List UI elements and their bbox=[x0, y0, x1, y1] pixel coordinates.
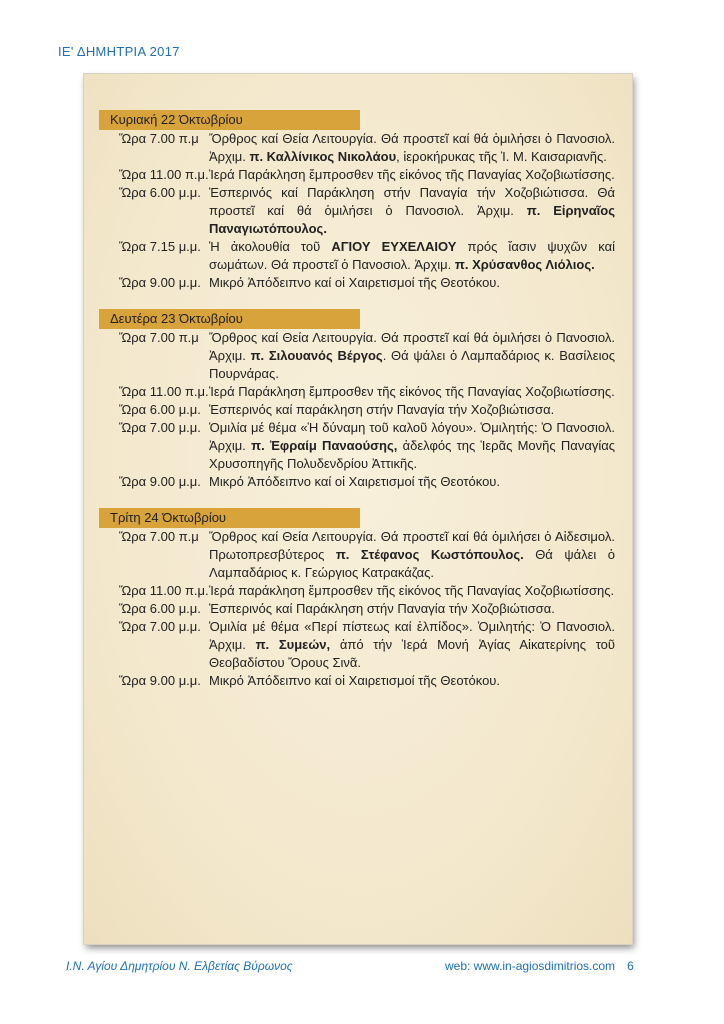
event-description-text: ἀδελφός της Ἱερᾶς Μονῆς Παναγίας Χρυσοπηγῆς Πολυδενδρίου Ἀττικῆς. bbox=[209, 438, 615, 471]
event-row bbox=[99, 672, 619, 690]
footer-info bbox=[445, 959, 634, 973]
event-description bbox=[209, 528, 619, 582]
event-description-text: Ὁμιλία μέ θέμα «Ἡ δύναμη τοῦ καλοῦ λόγου». Ὁμιλητής: Ὁ Πανοσιολ. Ἀρχιμ. bbox=[209, 420, 615, 453]
event-description-text: , ἱεροκήρυκας τῆς Ἱ. Μ. Καισαριανῆς. bbox=[396, 149, 607, 164]
event-row bbox=[99, 528, 619, 582]
event-description bbox=[209, 582, 619, 600]
event-row bbox=[99, 184, 619, 238]
event-description bbox=[209, 600, 619, 618]
event-description-text: Ἡ ἀκολουθία τοῦ bbox=[209, 239, 332, 254]
event-row bbox=[99, 401, 619, 419]
day-section bbox=[99, 309, 619, 491]
document-header-title: ΙΕ' ΔΗΜΗΤΡΙΑ 2017 bbox=[58, 44, 180, 59]
page-number: 6 bbox=[627, 959, 634, 973]
event-time: Ὥρα 7.00 μ.μ. bbox=[119, 420, 201, 435]
event-time: Ὥρα 9.00 μ.μ. bbox=[119, 673, 201, 688]
event-time: Ὥρα 9.00 μ.μ. bbox=[119, 275, 201, 290]
event-description-text: Μικρό Ἀπόδειπνο καί οἱ Χαιρετισμοί τῆς Θεοτόκου. bbox=[209, 275, 501, 290]
event-time: Ὥρα 11.00 π.μ. bbox=[119, 167, 209, 182]
event-description bbox=[209, 419, 619, 473]
event-time: Ὥρα 6.00 μ.μ. bbox=[119, 402, 201, 417]
footer-church-name: Ι.Ν. Αγίου Δημητρίου Ν. Ελβετίας Βύρωνος bbox=[66, 959, 293, 973]
event-description-text: ἀπό τήν Ἱερά Μονή Ἁγίας Αἰκατερίνης τοῦ Θεοβαδίστου Ὄρους Σινᾶ. bbox=[209, 637, 615, 670]
event-row bbox=[99, 329, 619, 383]
event-description-text: Ἱερά παράκληση ἔμπροσθεν τῆς εἰκόνος τῆς Παναγίας Χοζοβιωτίσσης. bbox=[209, 583, 615, 598]
day-header: Κυριακή 22 Όκτωβρίου bbox=[99, 110, 360, 130]
event-description bbox=[209, 130, 619, 166]
event-description-text: Θά ψάλει ὁ Λαμπαδάριος κ. Γεώργιος Κατρακάζας. bbox=[209, 547, 616, 580]
event-description-text: Ἱερά Παράκληση ἔμπροσθεν τῆς εἰκόνος τῆς Παναγίας Χοζοβιωτίσσης. bbox=[209, 384, 615, 399]
event-row bbox=[99, 238, 619, 274]
event-row bbox=[99, 130, 619, 166]
event-description-text: Ἱερά Παράκληση ἔμπροσθεν τῆς εἰκόνος τῆς Παναγίας Χοζοβιωτίσσης. bbox=[209, 167, 615, 182]
event-description bbox=[209, 473, 619, 491]
event-description bbox=[209, 383, 619, 401]
event-description bbox=[209, 329, 619, 383]
event-description-text: Ὄρθρος καί Θεία Λειτουργία. Θά προστεῖ καί θά ὁμιλήσει ὁ Πανοσιολ. Ἀρχιμ. bbox=[209, 131, 615, 164]
event-description-bold: π. Εἰρηναῖος Παναγιωτόπουλος. bbox=[209, 203, 615, 236]
event-description-bold: π. Σιλουανός Βέργος bbox=[250, 348, 383, 363]
day-header: Τρίτη 24 Όκτωβρίου bbox=[99, 508, 360, 528]
event-description-text: Ὄρθρος καί Θεία Λειτουργία. Θά προστεῖ καί θά ὁμιλήσει ὁ Πανοσιολ. Ἀρχιμ. bbox=[209, 330, 615, 363]
event-description-text: . Θά ψάλει ὁ Λαμπαδάριος κ. Βασίλειος Πουρνάρας. bbox=[209, 348, 615, 381]
event-description-text: Μικρό Ἀπόδειπνο καί οἱ Χαιρετισμοί τῆς Θεοτόκου. bbox=[209, 474, 501, 489]
event-description-text: πρός ἴασιν ψυχῶν καί σωμάτων. Θά προστεῖ ὁ Πανοσιολ. Ἀρχιμ. bbox=[209, 239, 615, 272]
event-description-bold: π. Χρύσανθος Λιόλιος. bbox=[454, 257, 595, 272]
event-row bbox=[99, 419, 619, 473]
event-description-text: Ἑσπερινός καί Παράκληση στήν Παναγία τήν Χοζοβιώτισσα. bbox=[209, 601, 555, 616]
event-time: Ὥρα 6.00 μ.μ. bbox=[119, 185, 201, 200]
event-row bbox=[99, 618, 619, 672]
event-row bbox=[99, 274, 619, 292]
event-description-text: Ἑσπερινός καί Παράκληση στήν Παναγία τήν Χοζοβιώτισσα. Θά προστεῖ καί θά ὁμιλήσει ὁ Πανοσιολ. Ἀρχιμ. bbox=[209, 185, 615, 218]
event-description bbox=[209, 184, 619, 238]
event-row bbox=[99, 166, 619, 184]
event-description bbox=[209, 672, 619, 690]
event-time: Ὥρα 7.00 π.μ bbox=[119, 529, 199, 544]
event-description-text: Ἑσπερινός καί παράκληση στήν Παναγία τήν Χοζοβιώτισσα. bbox=[209, 402, 555, 417]
event-row bbox=[99, 582, 619, 600]
event-time: Ὥρα 11.00 π.μ. bbox=[119, 384, 209, 399]
program-content bbox=[99, 110, 619, 707]
event-time: Ὥρα 7.15 μ.μ. bbox=[119, 239, 201, 254]
event-row bbox=[99, 600, 619, 618]
event-description-bold: π. Στέφανος Κωστόπουλος. bbox=[335, 547, 524, 562]
event-description-text: Μικρό Ἀπόδειπνο καί οἱ Χαιρετισμοί τῆς Θεοτόκου. bbox=[209, 673, 501, 688]
event-time: Ὥρα 11.00 π.μ. bbox=[119, 583, 209, 598]
event-description-bold: π. Συμεών, bbox=[255, 637, 331, 652]
event-time: Ὥρα 9.00 μ.μ. bbox=[119, 474, 201, 489]
event-description bbox=[209, 274, 619, 292]
day-section bbox=[99, 508, 619, 690]
day-header: Δευτέρα 23 Όκτωβρίου bbox=[99, 309, 360, 329]
event-description-bold: π. Ἐφραίμ Παναούσης, bbox=[251, 438, 398, 453]
event-row bbox=[99, 383, 619, 401]
event-description-text: Ὁμιλία μέ θέμα «Περί πίστεως καί ἐλπίδος». Ὁμιλητής: Ὁ Πανοσιολ. Ἀρχιμ. bbox=[209, 619, 615, 652]
event-description bbox=[209, 238, 619, 274]
event-description-text: Ὄρθρος καί Θεία Λειτουργία. Θά προστεῖ καί θά ὁμιλήσει ὁ Αἰδεσιμολ. Πρωτοπρεσβύτερος bbox=[209, 529, 615, 562]
event-description bbox=[209, 618, 619, 672]
event-time: Ὥρα 7.00 μ.μ. bbox=[119, 619, 201, 634]
event-time: Ὥρα 7.00 π.μ bbox=[119, 131, 199, 146]
event-description-bold: ΑΓΙΟΥ ΕΥΧΕΛΑΙΟΥ bbox=[331, 239, 457, 254]
event-time: Ὥρα 6.00 μ.μ. bbox=[119, 601, 201, 616]
event-description bbox=[209, 166, 619, 184]
footer-website[interactable]: web: www.in-agiosdimitrios.com bbox=[445, 959, 616, 973]
event-time: Ὥρα 7.00 π.μ bbox=[119, 330, 199, 345]
day-section bbox=[99, 110, 619, 292]
event-description bbox=[209, 401, 619, 419]
event-row bbox=[99, 473, 619, 491]
event-description-bold: π. Καλλίνικος Νικολάου bbox=[249, 149, 397, 164]
